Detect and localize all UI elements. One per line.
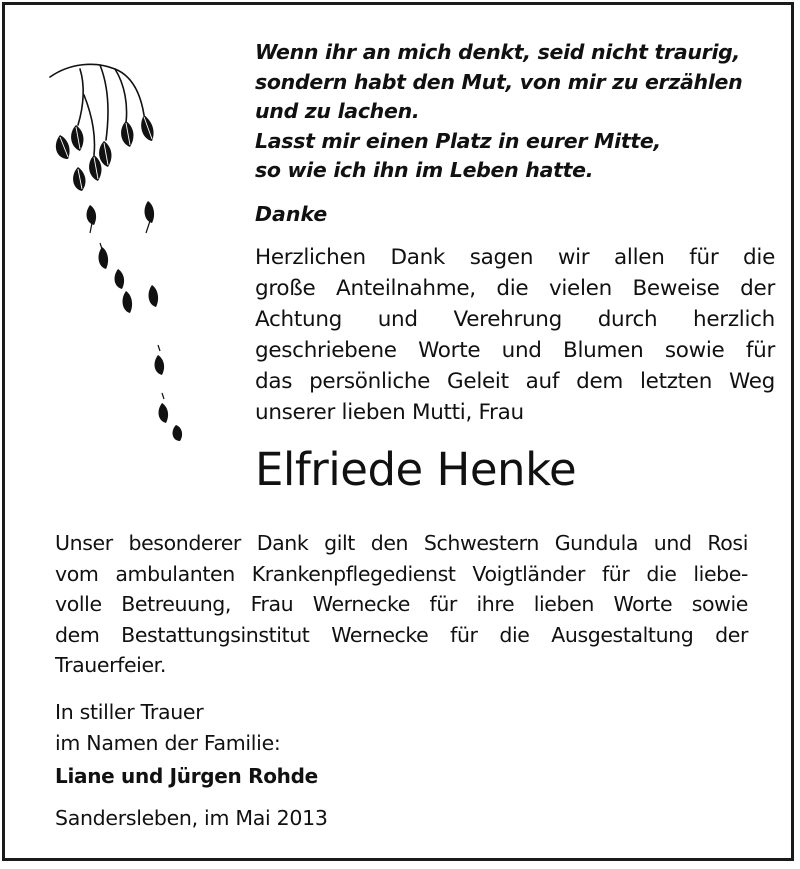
- thanks-line: große Anteilnahme, die vielen Beweise der: [255, 276, 775, 301]
- closing-line: im Namen der Familie:: [55, 731, 281, 755]
- thanks-line: das persönliche Geleit auf dem letzten Weg: [255, 369, 775, 394]
- poem-line: und zu lachen.: [255, 99, 420, 123]
- special-thanks-line: dem Bestattungsinstitut Wernecke für die Ausgestaltung der: [55, 622, 748, 647]
- closing-line: In stiller Trauer: [55, 700, 204, 724]
- poem-line: Lasst mir einen Platz in eurer Mitte,: [255, 128, 661, 153]
- thanks-line: Herzlichen Dank sagen wir allen für die: [255, 245, 775, 270]
- closing-lines: [55, 697, 281, 759]
- special-thanks-paragraph: [55, 528, 748, 681]
- thanks-line: unserer lieben Mutti, Frau: [255, 400, 524, 425]
- special-thanks-line: Unser besonderer Dank gilt den Schwestern Gundula und Rosi: [55, 531, 748, 555]
- poem-line: Wenn ihr an mich denkt, seid nicht traurig,: [255, 40, 741, 64]
- special-thanks-line: volle Betreuung, Frau Wernecke für ihre lieben Worte sowie: [55, 592, 748, 616]
- danke-heading: Danke: [255, 202, 328, 226]
- thanks-line: Achtung und Verehrung durch herzlich: [255, 307, 775, 332]
- thanks-line: geschriebene Worte und Blumen sowie für: [255, 338, 775, 363]
- signers: Liane und Jürgen Rohde: [55, 764, 318, 788]
- deceased-name: Elfriede Henke: [255, 443, 577, 496]
- special-thanks-line: vom ambulanten Krankenpflegedienst Voigtländer für die liebe-: [55, 561, 748, 586]
- thanks-paragraph: [255, 242, 775, 428]
- poem-line: so wie ich ihn im Leben hatte.: [255, 158, 594, 182]
- poem-line: sondern habt den Mut, von mir zu erzählen: [255, 69, 743, 94]
- special-thanks-line: Trauerfeier.: [55, 653, 166, 677]
- falling-leaves-branch-icon: [40, 55, 200, 455]
- place-date: Sandersleben, im Mai 2013: [55, 806, 328, 830]
- memorial-poem: [255, 38, 775, 186]
